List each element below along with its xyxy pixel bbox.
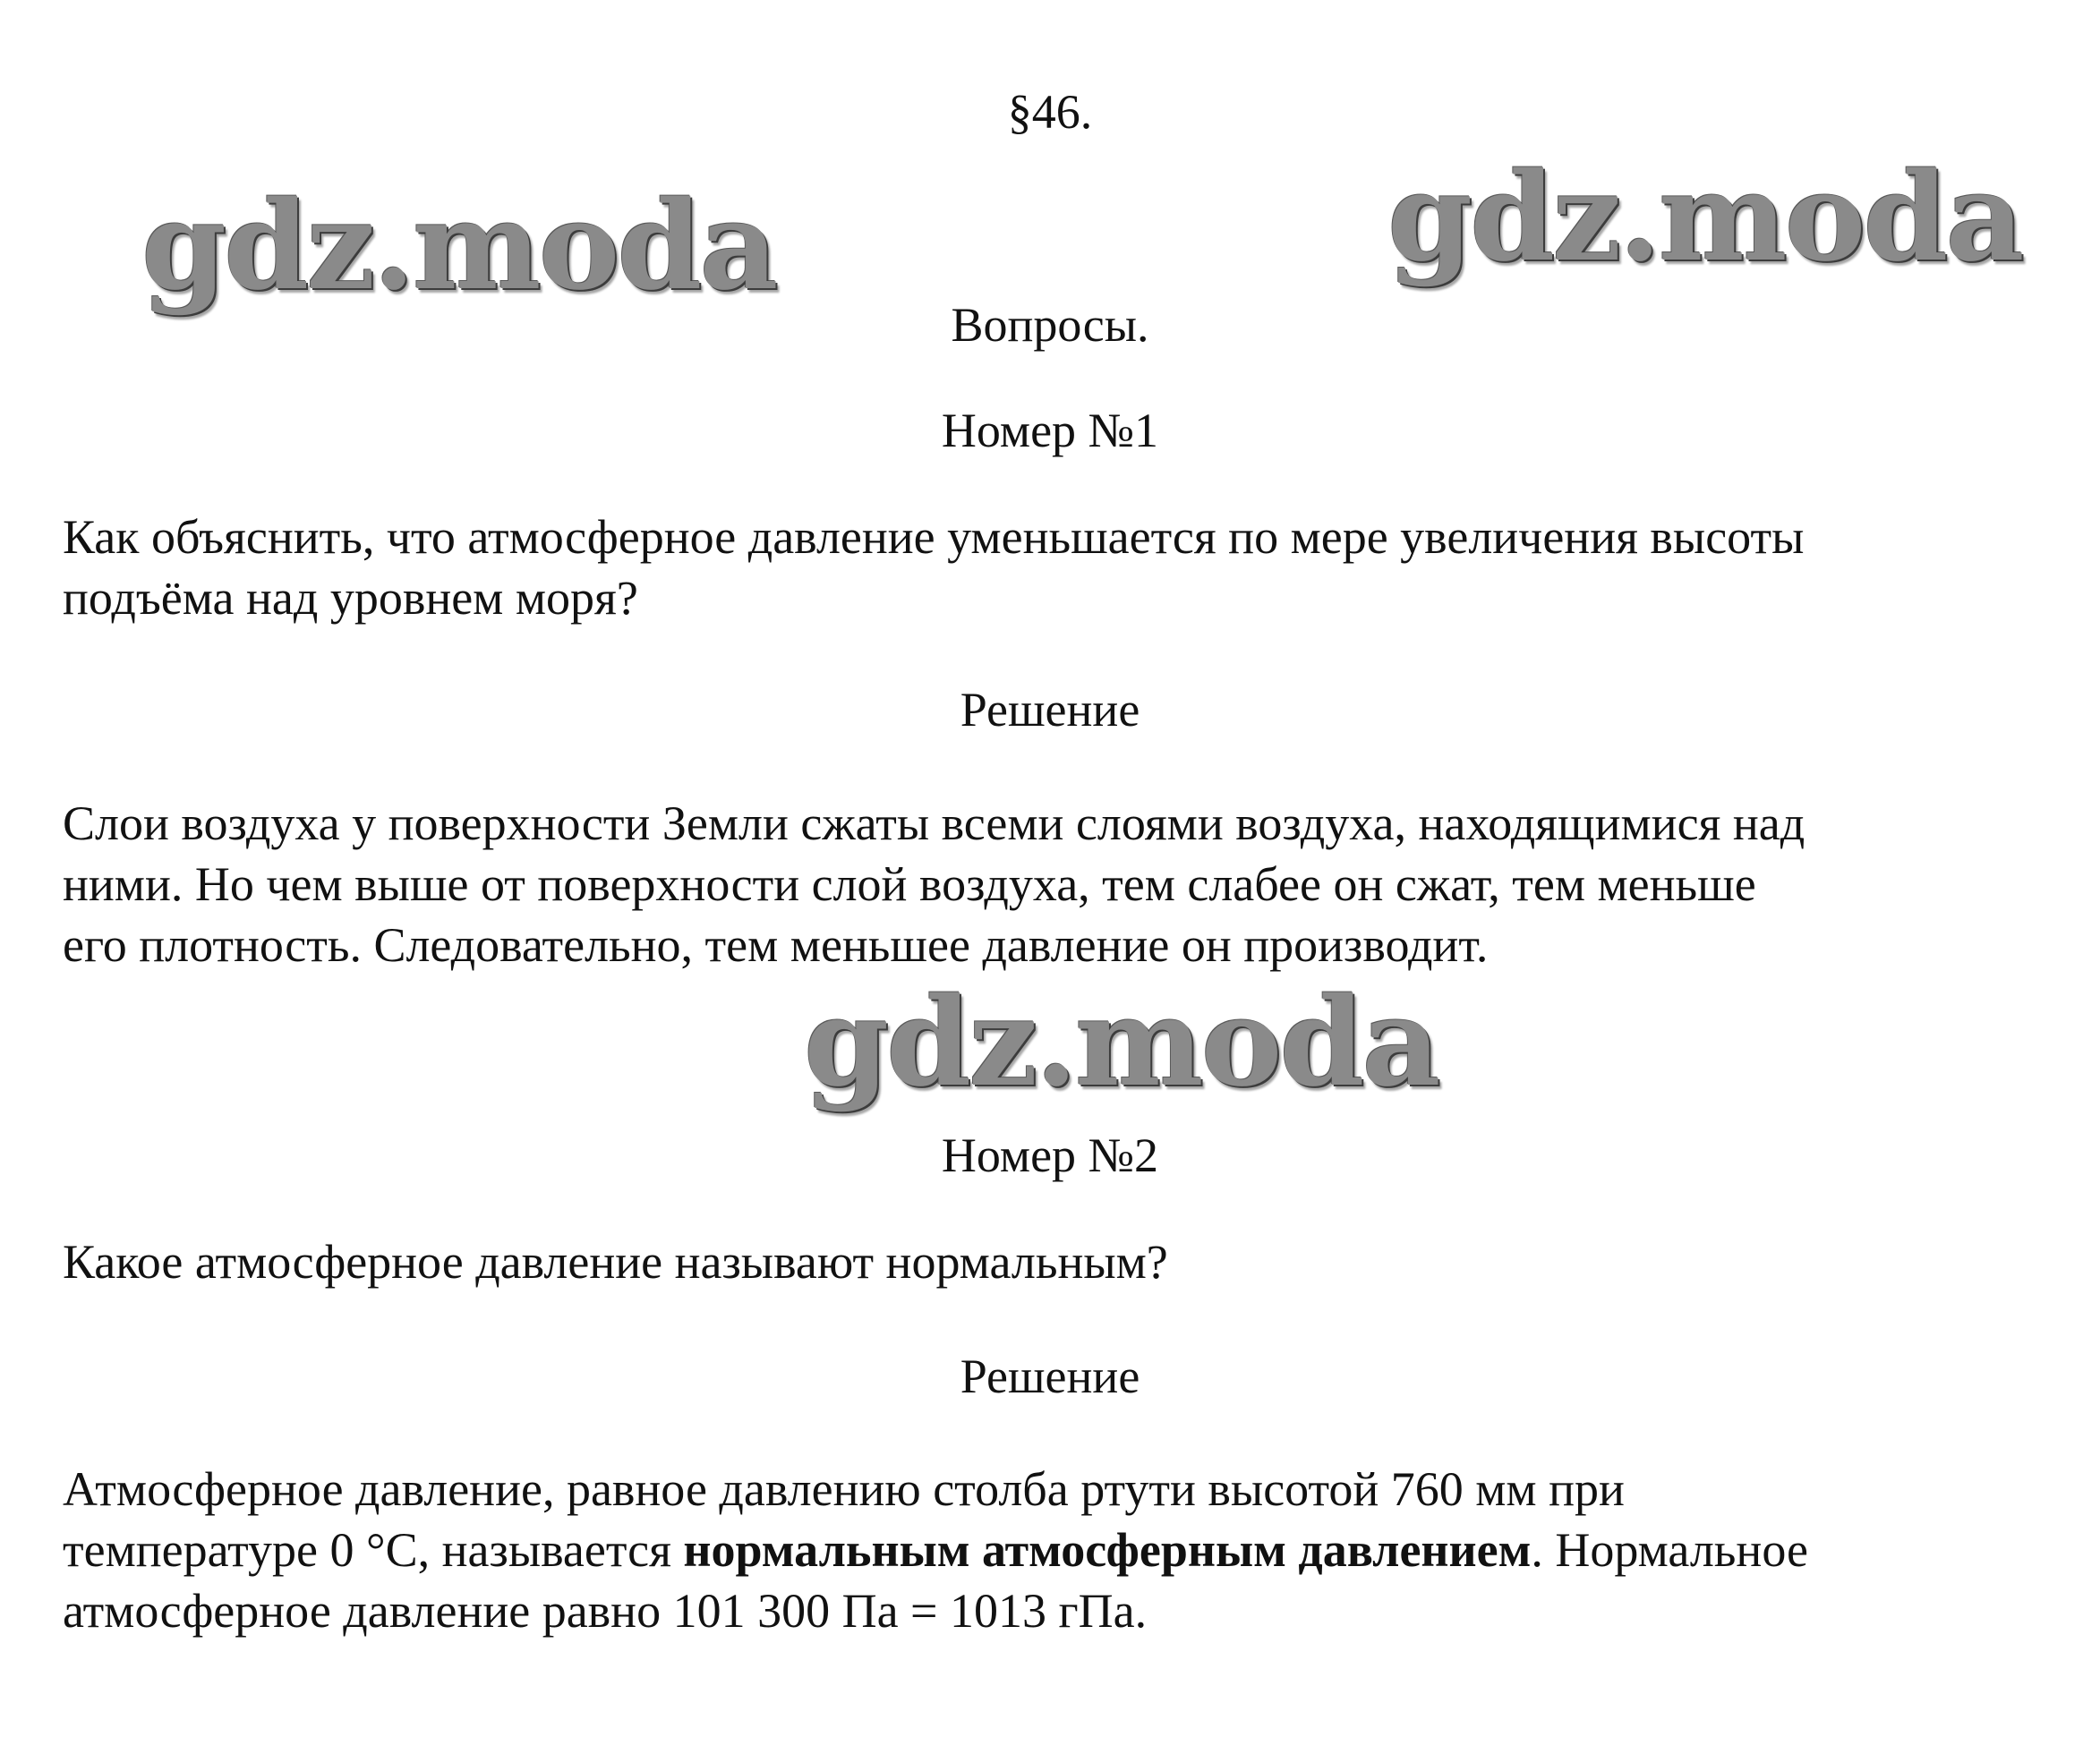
question-1-answer [63,793,2032,975]
question-2-line: Какое атмосферное давление называют нормальным? [63,1235,1168,1289]
question-2-text [63,1231,2032,1292]
watermark-logo-center: gdz.moda [804,971,1438,1114]
section-number: §46. [1007,85,1093,139]
question-1-text [63,507,2032,628]
answer-1-line: его плотность. Следовательно, тем меньшее давление он производит. [63,918,1489,972]
questions-heading: Вопросы. [951,298,1149,352]
answer-2-line: атмосферное давление равно 101 300 Па = 1013 гПа. [63,1584,1148,1638]
question-2-number: Номер №2 [941,1128,1159,1182]
answer-1-line: Слои воздуха у поверхности Земли сжаты всеми слоями воздуха, находящимися над [63,796,1805,850]
answer-2-text: температуре 0 °С, называется [63,1523,684,1577]
answer-1-line: ними. Но чем выше от поверхности слой воздуха, тем слабее он сжат, тем меньше [63,857,1756,911]
answer-2-bold-term: нормальным атмосферным давлением [683,1523,1532,1577]
watermark-logo-right: gdz.moda [1387,146,2022,289]
answer-2-line: Атмосферное давление, равное давлению столба ртути высотой 760 мм при [63,1462,1625,1516]
question-1-number: Номер №1 [941,404,1159,457]
question-2-solution-label: Решение [960,1350,1140,1403]
question-1-solution-label: Решение [960,683,1140,737]
question-2-answer [63,1459,2032,1641]
question-1-line: Как объяснить, что атмосферное давление уменьшается по мере увеличения высоты [63,510,1805,564]
answer-2-line [63,1520,2032,1580]
watermark-logo-left: gdz.moda [141,175,776,318]
answer-2-text: . Нормальное [1531,1523,1808,1577]
question-1-line: подъёма над уровнем моря? [63,571,638,625]
